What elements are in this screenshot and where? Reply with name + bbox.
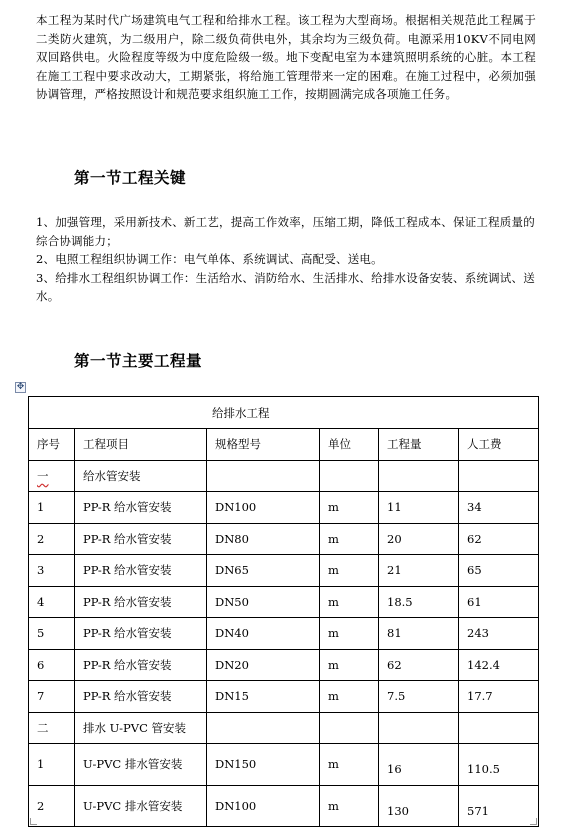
table-cell: m xyxy=(320,492,379,524)
table-cell: PP-R 给水管安装 xyxy=(75,523,207,555)
table-cell: 1 xyxy=(29,492,75,524)
table-title: 给排水工程 xyxy=(29,397,539,429)
header-cell: 序号 xyxy=(29,429,75,461)
table-cell: 130 xyxy=(379,785,459,827)
table-header-row xyxy=(29,429,539,461)
table-cell: PP-R 给水管安装 xyxy=(75,649,207,681)
table-cell: 二 xyxy=(29,712,75,744)
table-cell: U-PVC 排水管安装 xyxy=(75,744,207,786)
table-cell: DN100 xyxy=(207,785,320,827)
table-move-handle-icon[interactable]: ✥ xyxy=(16,382,25,392)
header-cell: 规格型号 xyxy=(207,429,320,461)
table-cell: m xyxy=(320,681,379,713)
table-row xyxy=(29,649,539,681)
table-cell: 18.5 xyxy=(379,586,459,618)
table-cell: 给水管安装 xyxy=(75,460,207,492)
table-cell: m xyxy=(320,523,379,555)
key-point-item: 1、加强管理，采用新技术、新工艺，提高工作效率，压缩工期，降低工程成本、保证工程质量的综合协调能力； xyxy=(36,215,535,248)
table-cell: DN15 xyxy=(207,681,320,713)
table-cell xyxy=(379,712,459,744)
table-cell xyxy=(320,712,379,744)
page-corner-marker xyxy=(30,818,37,825)
table-cell xyxy=(207,460,320,492)
table-row xyxy=(29,460,539,492)
header-cell: 工程量 xyxy=(379,429,459,461)
table-row xyxy=(29,492,539,524)
table-cell xyxy=(459,460,539,492)
table-row xyxy=(29,744,539,786)
table-cell: PP-R 给水管安装 xyxy=(75,618,207,650)
key-points-list xyxy=(36,213,536,306)
table-row xyxy=(29,523,539,555)
key-point-item: 2、电照工程组织协调工作：电气单体、系统调试、高配受、送电。 xyxy=(36,252,383,266)
table-row xyxy=(29,555,539,587)
table-cell: 110.5 xyxy=(459,744,539,786)
table-cell: DN40 xyxy=(207,618,320,650)
table-cell: 4 xyxy=(29,586,75,618)
table-cell: U-PVC 排水管安装 xyxy=(75,785,207,827)
table-cell: 142.4 xyxy=(459,649,539,681)
table-cell xyxy=(320,460,379,492)
table-cell: 81 xyxy=(379,618,459,650)
table-cell: 11 xyxy=(379,492,459,524)
table-cell: 62 xyxy=(379,649,459,681)
table-cell: DN150 xyxy=(207,744,320,786)
table-row xyxy=(29,712,539,744)
table-cell: m xyxy=(320,555,379,587)
section-heading-quantities: 第一节主要工程量 xyxy=(74,352,203,370)
table-cell xyxy=(379,460,459,492)
table-cell: DN50 xyxy=(207,586,320,618)
table-cell: DN65 xyxy=(207,555,320,587)
table-cell: PP-R 给水管安装 xyxy=(75,555,207,587)
section-heading-key: 第一节工程关键 xyxy=(74,169,187,187)
table-cell: m xyxy=(320,618,379,650)
table-cell: DN20 xyxy=(207,649,320,681)
table-cell: m xyxy=(320,649,379,681)
table-title-row xyxy=(29,397,539,429)
table-cell: 34 xyxy=(459,492,539,524)
table-cell: 排水 U-PVC 管安装 xyxy=(75,712,207,744)
table-row xyxy=(29,681,539,713)
table-row xyxy=(29,618,539,650)
table-cell: 571 xyxy=(459,785,539,827)
key-point-item: 3、给排水工程组织协调工作：生活给水、消防给水、生活排水、给排水设备安装、系统调试、送水。 xyxy=(36,270,535,303)
header-cell: 单位 xyxy=(320,429,379,461)
table-cell: 62 xyxy=(459,523,539,555)
table-row xyxy=(29,586,539,618)
header-cell: 人工费 xyxy=(459,429,539,461)
table-cell: 7 xyxy=(29,681,75,713)
table-cell: PP-R 给水管安装 xyxy=(75,681,207,713)
table-cell: m xyxy=(320,586,379,618)
table-cell: 1 xyxy=(29,744,75,786)
table-cell: 61 xyxy=(459,586,539,618)
table-cell: 5 xyxy=(29,618,75,650)
table-cell xyxy=(459,712,539,744)
table-cell: m xyxy=(320,785,379,827)
intro-paragraph: 本工程为某时代广场建筑电气工程和给排水工程。该工程为大型商场。根据相关规范此工程属于二类防火建筑，为二级用户，除二级负荷供电外，其余均为三级负荷。电源采用10KV不同电网双回路供电。火险程度等级为中度危险级一级。地下变配电室为本建筑照明系统的心脏。本工程在施工工程中要求改动大，工期紧张，将给施工管理带来一定的困难。在施工过程中，必须加强协调管理，严格按照设计和规范要求组织施工工作，按期圆满完成各项施工任务。 xyxy=(36,13,536,101)
table-cell: 65 xyxy=(459,555,539,587)
table-row xyxy=(29,785,539,827)
table-cell: 2 xyxy=(29,785,75,827)
table-cell: 3 xyxy=(29,555,75,587)
table-cell: 243 xyxy=(459,618,539,650)
table-cell: 6 xyxy=(29,649,75,681)
table-cell: 20 xyxy=(379,523,459,555)
table-cell xyxy=(207,712,320,744)
table-cell: DN80 xyxy=(207,523,320,555)
table-cell: PP-R 给水管安装 xyxy=(75,492,207,524)
page-corner-marker xyxy=(530,818,537,825)
cell-text: 一 xyxy=(37,468,49,483)
table-cell: 7.5 xyxy=(379,681,459,713)
table-cell: m xyxy=(320,744,379,786)
table-cell: PP-R 给水管安装 xyxy=(75,586,207,618)
table-cell: 2 xyxy=(29,523,75,555)
table-cell: 21 xyxy=(379,555,459,587)
table-cell: 17.7 xyxy=(459,681,539,713)
table-cell: DN100 xyxy=(207,492,320,524)
quantities-table xyxy=(28,396,539,827)
header-cell: 工程项目 xyxy=(75,429,207,461)
table-cell: 16 xyxy=(379,744,459,786)
table-cell xyxy=(29,460,75,492)
